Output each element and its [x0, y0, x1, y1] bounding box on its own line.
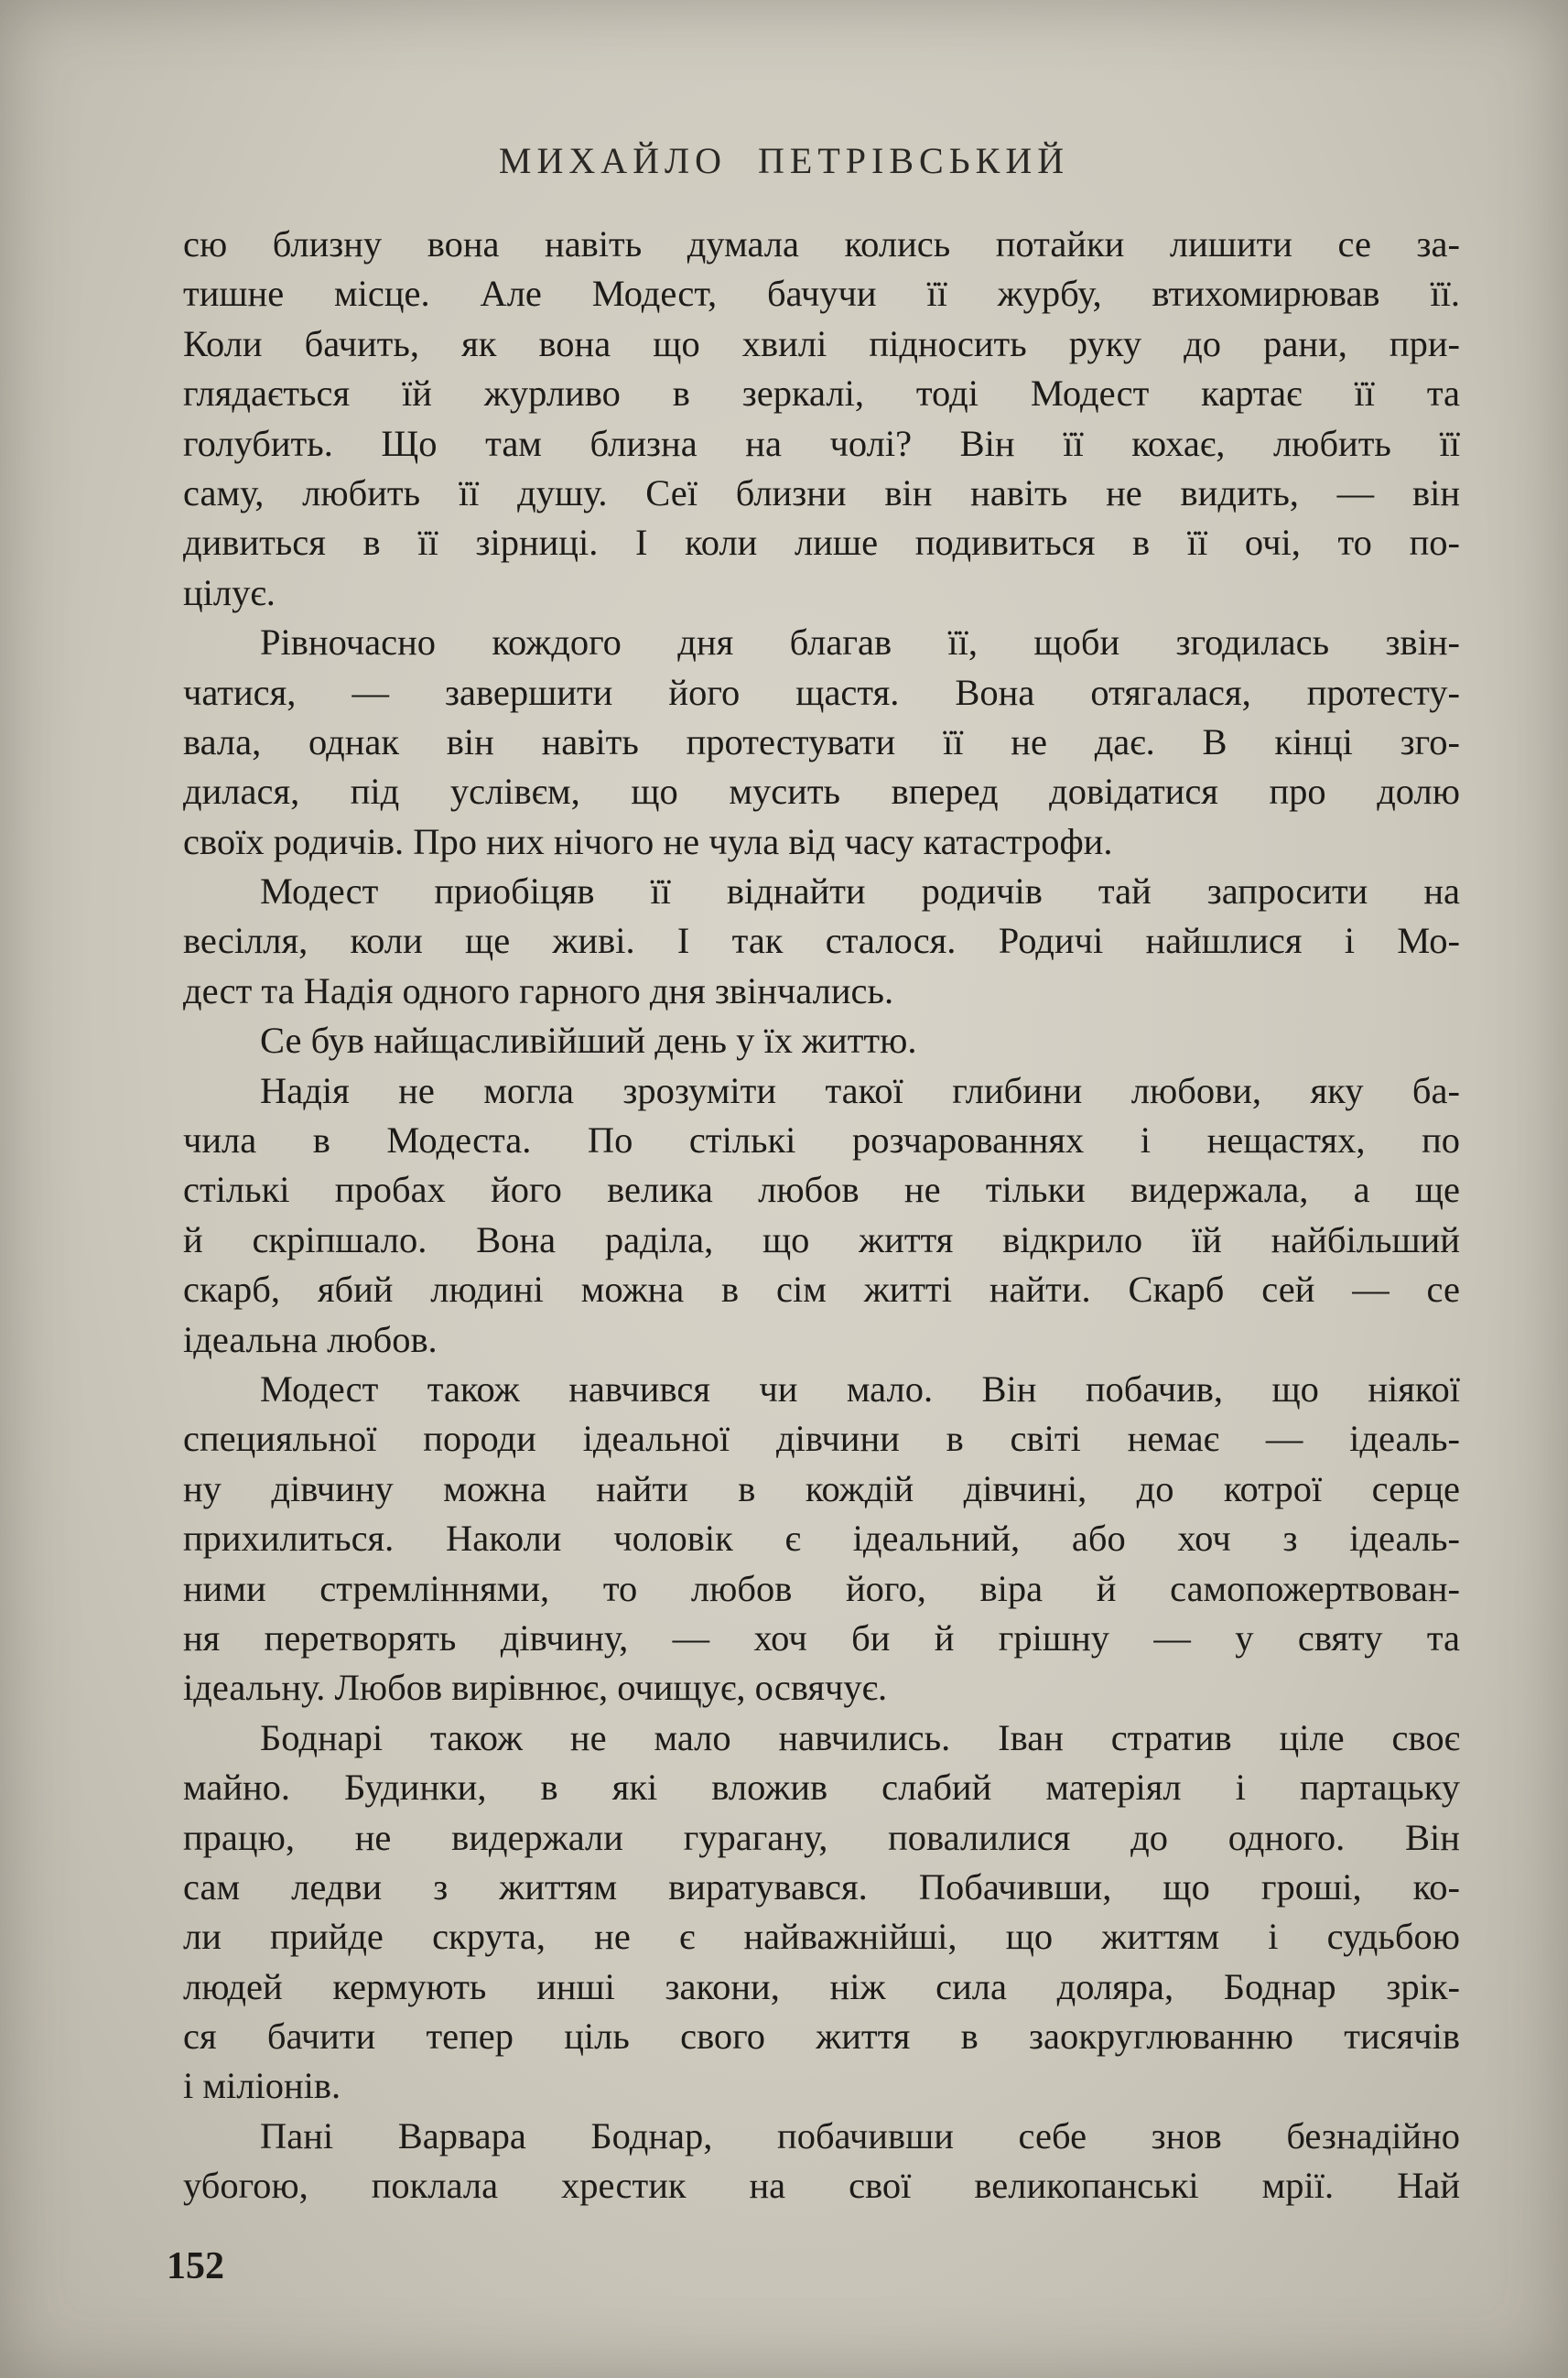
text-line: сам ледви з життям виратувався. Побачивши, що гроші, ко-	[183, 1865, 1460, 1908]
text-line: ня перетворять дівчину, — хоч би й грішну — у святу та	[183, 1616, 1460, 1659]
text-line: ну дівчину можна найти в кождій дівчині, до котрої серце	[183, 1467, 1460, 1509]
text-line: убогою, поклала хрестик на свої великопанські мрії. Най	[183, 2165, 1460, 2207]
text-line: ся бачити тепер ціль свого життя в заокруглюванню тисячів	[183, 2016, 1460, 2058]
text-line: стількі пробах його велика любов не тільки видержала, а ще	[183, 1169, 1460, 1211]
text-line: чила в Модеста. По стількі розчарованнях і нещастях, по	[183, 1119, 1460, 1162]
text-line: ідеальну. Любов вирівнює, очищує, освячує.	[183, 1667, 888, 1709]
text-line: дилася, під услівєм, що мусить вперед довідатися про долю	[183, 771, 1460, 813]
text-line: працю, не видержали гурагану, повалилися до одного. Він	[183, 1816, 1460, 1858]
text-line: ли прийде скрута, не є найважнійші, що життям і судьбою	[183, 1916, 1460, 1958]
text-line: дест та Надія одного гарного дня звінчались.	[183, 969, 894, 1011]
text-line: саму, любить її душу. Сеї близни він навіть не видить, — він	[183, 471, 1460, 513]
text-line: чатися, — завершити його щастя. Вона отягалася, протесту-	[183, 671, 1460, 713]
text-line: й скріпшало. Вона раділа, що життя відкрило їй найбільший	[183, 1218, 1460, 1260]
body-text	[183, 220, 1460, 2211]
text-line: і міліонів.	[183, 2065, 341, 2107]
text-line: цілує.	[183, 571, 276, 613]
text-line: прихилиться. Наколи чоловік є ідеальний, або хоч з ідеаль-	[183, 1518, 1460, 1560]
text-line: Се був найщасливійший день у їх життю.	[260, 1020, 917, 1062]
text-line: Модест також навчився чи мало. Він побачив, що ніякої	[260, 1367, 1460, 1410]
text-line: голубить. Що там близна на чолі? Він її кохає, любить її	[183, 422, 1460, 464]
text-line: майно. Будинки, в які вложив слабий матеріял і партацьку	[183, 1767, 1460, 1809]
text-line: своїх родичів. Про них нічого не чула від часу катастрофи.	[183, 820, 1113, 862]
text-line: ідеальна любов.	[183, 1318, 438, 1360]
text-line: Модест приобіцяв її віднайти родичів тай запросити на	[260, 870, 1460, 913]
text-line: специяльної породи ідеальної дівчини в світі немає — ідеаль-	[183, 1418, 1460, 1460]
text-line: Боднарі також не мало навчились. Іван стратив ціле своє	[260, 1716, 1460, 1758]
text-line: ними стремліннями, то любов його, віра й самопожертвован-	[183, 1567, 1460, 1609]
text-line: людей кермують инші закони, ніж сила доляра, Боднар зрік-	[183, 1965, 1460, 2007]
text-line: Коли бачить, як вона що хвилі підносить руку до рани, при-	[183, 322, 1460, 364]
text-line: скарб, ябий людині можна в сім житті найти. Скарб сей — се	[183, 1269, 1460, 1311]
text-line: глядається їй журливо в зеркалі, тоді Модест картає її та	[183, 373, 1460, 415]
running-header: МИХАЙЛО ПЕТРІВСЬКИЙ	[498, 140, 1070, 181]
text-line: вала, однак він навіть протестувати її не дає. В кінці зго-	[183, 720, 1460, 762]
text-line: Рівночасно кождого дня благав її, щоби згодилась звін-	[260, 622, 1460, 664]
page-number: 152	[167, 2245, 224, 2287]
text-line: тишне місце. Але Модест, бачучи її журбу, втихомирював її.	[183, 273, 1460, 315]
text-line: сю близну вона навіть думала колись потайки лишити се за-	[183, 223, 1460, 265]
text-line: Пані Варвара Боднар, побачивши себе знов безнадійно	[260, 2114, 1460, 2156]
text-line: Надія не могла зрозуміти такої глибини любови, яку ба-	[260, 1069, 1460, 1111]
text-line: весілля, коли ще живі. І так сталося. Родичі найшлися і Мо-	[183, 920, 1460, 962]
text-line: дивиться в її зірниці. І коли лише подивиться в її очі, то по-	[183, 522, 1460, 564]
